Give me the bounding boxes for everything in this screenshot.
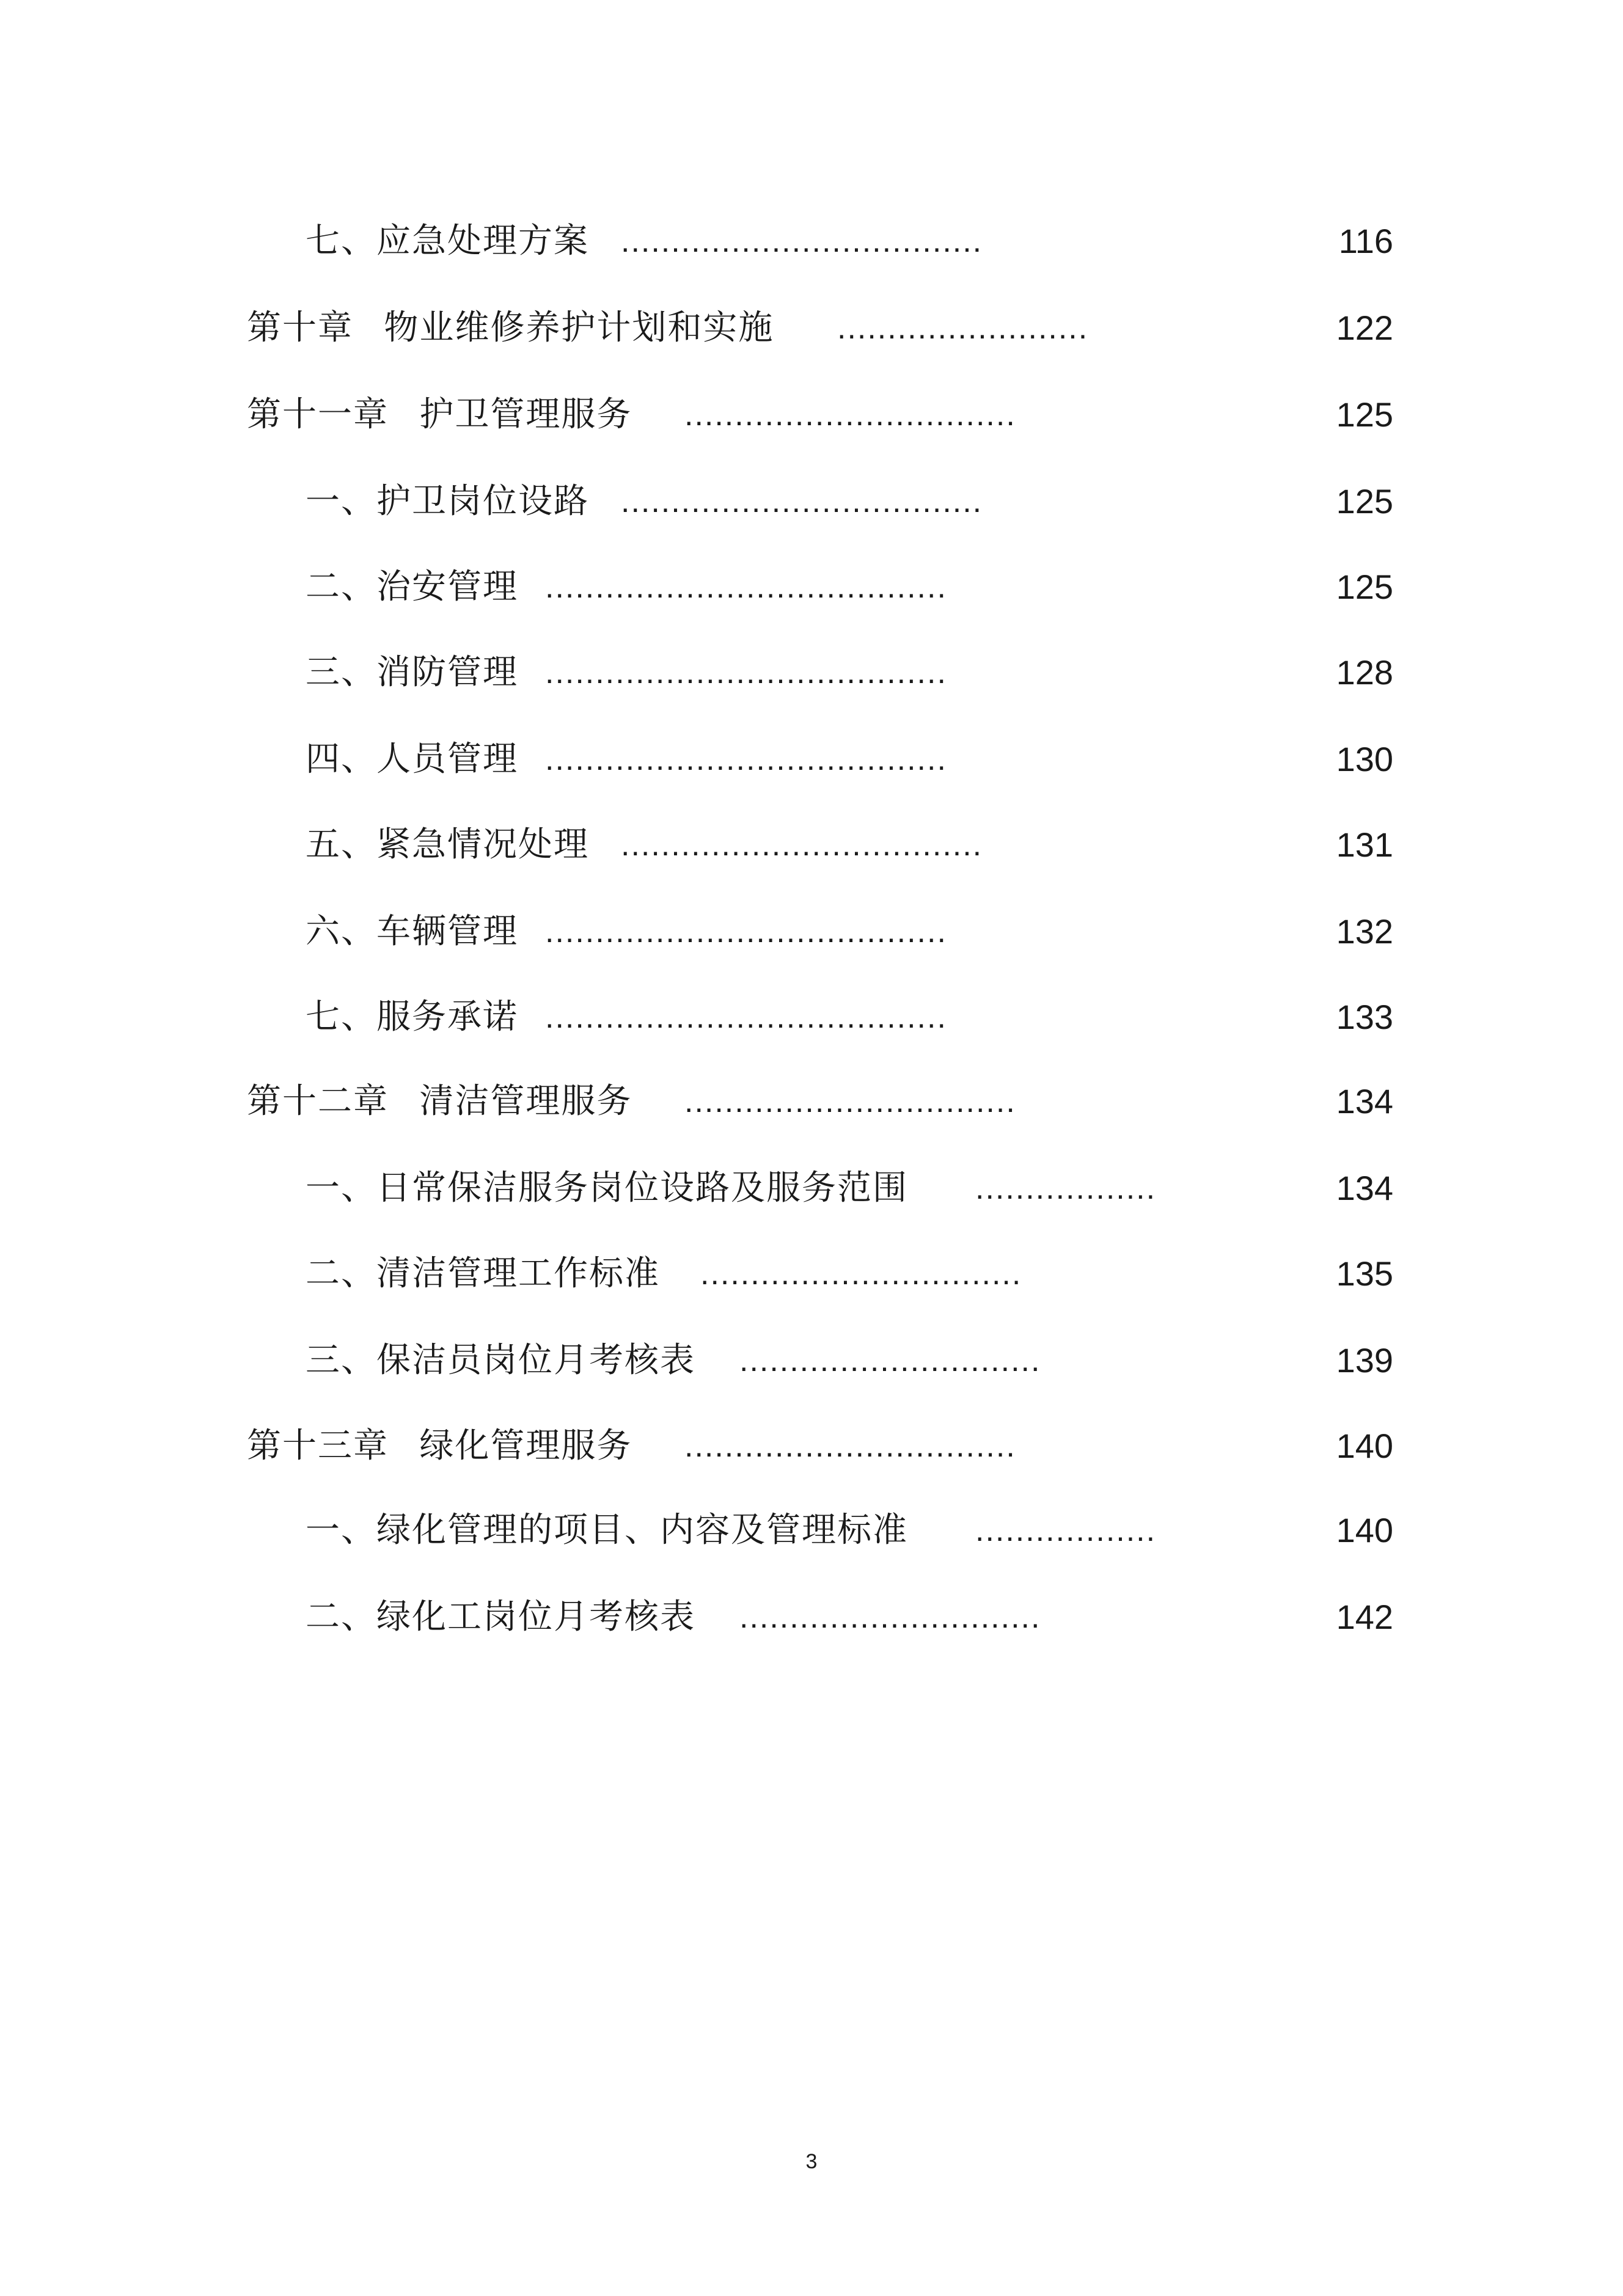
toc-entry-title: 三、保洁员岗位月考核表 [306, 1340, 695, 1380]
toc-entry-title: 第十章 物业维修养护计划和实施 [247, 308, 774, 348]
toc-leader-dots: ........................................ [545, 1000, 947, 1035]
toc-entry[interactable] [306, 1503, 1393, 1558]
toc-page-number: 125 [1336, 482, 1393, 521]
toc-entry-title: 一、日常保洁服务岗位设路及服务范围 [306, 1168, 908, 1208]
toc-page-number: 140 [1336, 1427, 1393, 1465]
toc-entry-title: 七、应急处理方案 [306, 221, 589, 261]
toc-entry-title: 二、清洁管理工作标准 [306, 1254, 660, 1293]
toc-entry-title: 第十二章 清洁管理服务 [247, 1081, 632, 1121]
toc-leader-dots: ................................ [700, 1256, 1022, 1292]
toc-leader-dots: ................................. [684, 1428, 1016, 1464]
toc-leader-dots: ........................................ [545, 742, 947, 777]
toc-page-number: 135 [1336, 1254, 1393, 1293]
toc-page-number: 125 [1336, 395, 1393, 434]
toc-entry[interactable] [247, 301, 1393, 356]
toc-entry-title: 四、人员管理 [306, 739, 518, 779]
toc-leader-dots: ................................. [684, 1084, 1016, 1119]
toc-entry-title: 第十三章 绿化管理服务 [247, 1426, 632, 1466]
toc-entry[interactable] [306, 904, 1393, 959]
toc-entry[interactable] [306, 732, 1393, 787]
toc-entry-title: 二、绿化工岗位月考核表 [306, 1597, 695, 1637]
toc-leader-dots: ........................................ [545, 914, 947, 949]
toc-entry[interactable] [306, 990, 1393, 1045]
toc-entry[interactable] [247, 387, 1393, 442]
toc-entry-title: 六、车辆管理 [306, 912, 518, 951]
toc-entry-title: 三、消防管理 [306, 653, 518, 692]
toc-page-number: 140 [1336, 1511, 1393, 1549]
toc-page-number: 130 [1336, 740, 1393, 778]
toc-entry[interactable] [306, 560, 1393, 615]
toc-leader-dots: .................................... [621, 484, 983, 519]
toc-entry[interactable] [247, 1419, 1393, 1474]
toc-page-number: 134 [1336, 1169, 1393, 1207]
toc-page-number: 133 [1336, 998, 1393, 1036]
toc-entry-title: 一、护卫岗位设路 [306, 481, 589, 521]
toc-page-number: 131 [1336, 825, 1393, 864]
toc-entry-title: 第十一章 护卫管理服务 [247, 395, 632, 434]
toc-leader-dots: ........................................ [545, 655, 947, 690]
toc-page-number: 139 [1336, 1341, 1393, 1380]
toc-leader-dots: .................................... [621, 224, 983, 259]
toc-leader-dots: .................. [975, 1171, 1157, 1206]
toc-entry[interactable] [306, 474, 1393, 529]
toc-entry[interactable] [306, 1590, 1393, 1645]
toc-leader-dots: ................................. [684, 397, 1016, 433]
toc-entry[interactable] [306, 1161, 1393, 1216]
toc-entry-title: 一、绿化管理的项目、内容及管理标准 [306, 1510, 908, 1550]
toc-entry[interactable] [306, 1246, 1393, 1301]
toc-page-number: 132 [1336, 912, 1393, 951]
toc-page-number: 128 [1336, 653, 1393, 692]
toc-entry-title: 二、治安管理 [306, 567, 518, 607]
toc-entry[interactable] [306, 645, 1393, 700]
toc-leader-dots: .................. [975, 1513, 1157, 1548]
toc-leader-dots: .............................. [739, 1600, 1041, 1635]
toc-page-number: 142 [1336, 1598, 1393, 1636]
toc-page-number: 125 [1336, 568, 1393, 606]
toc-entry[interactable] [247, 1074, 1393, 1129]
toc-entry-title: 七、服务承诺 [306, 997, 518, 1037]
toc-entry[interactable] [306, 214, 1393, 269]
toc-entry[interactable] [306, 817, 1393, 872]
page-number: 3 [805, 2150, 818, 2173]
toc-page-number: 122 [1336, 309, 1393, 347]
toc-leader-dots: .................................... [621, 827, 983, 863]
toc-leader-dots: ........................................ [545, 569, 947, 605]
toc-page-number: 116 [1338, 222, 1393, 260]
toc-page-number: 134 [1336, 1082, 1393, 1121]
toc-leader-dots: .............................. [739, 1343, 1041, 1378]
toc-entry[interactable] [306, 1333, 1393, 1388]
toc-entry-title: 五、紧急情况处理 [306, 825, 589, 865]
toc-leader-dots: ......................... [837, 310, 1089, 346]
